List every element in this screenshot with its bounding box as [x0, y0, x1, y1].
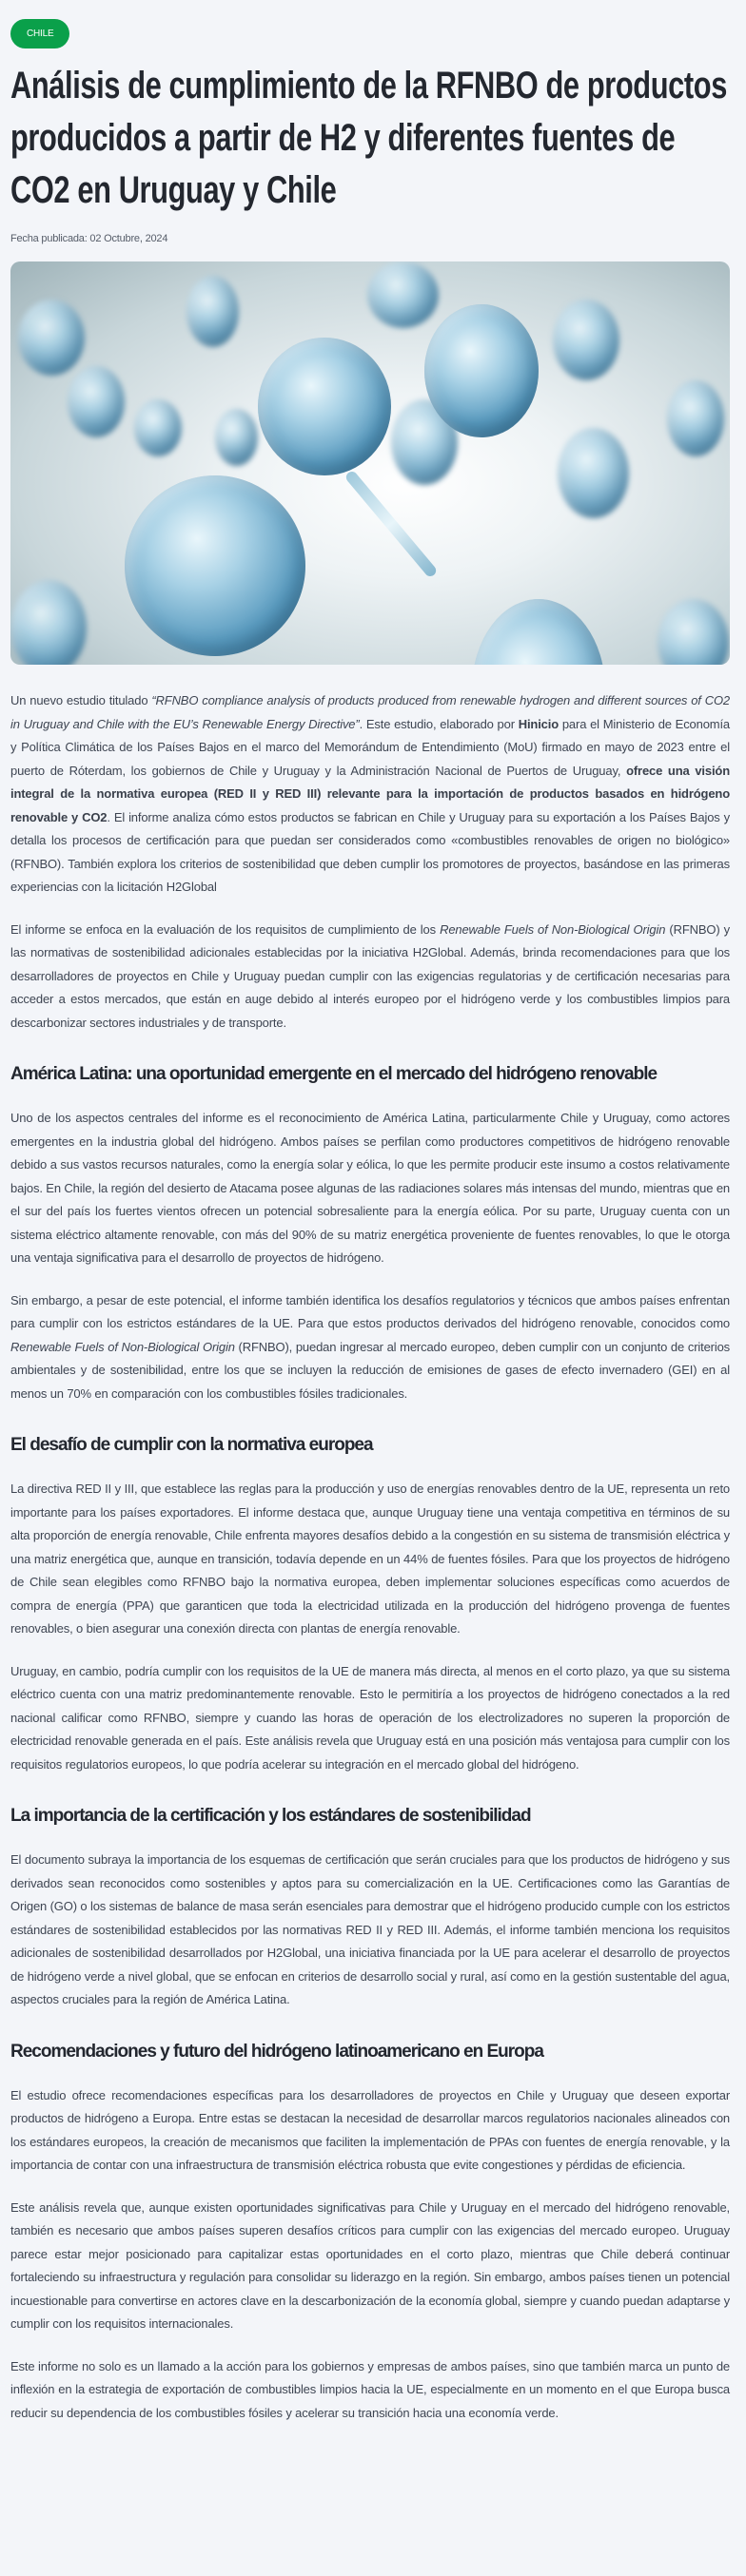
bubble — [10, 580, 87, 665]
bubble — [125, 475, 305, 656]
text-segment: La directiva RED II y III, que establece las reglas para la producción y uso de energías renovables dentro de la UE, representa un reto importante para los países exportadores. El informe destaca que, aunque Uruguay tiene una ventaja competitiva en términos de su alta proporción de energía renovable, Chile enfrenta mayores desafíos debido a la congestión en su sistema de transmisión eléctrica y una matriz energética que, aunque en transición, todavía depende en un 44% de fuentes fósiles. Para que los proyectos de hidrógeno de Chile sean elegibles como RFNBO bajo la normativa europea, deben implementar soluciones específicas como acuerdos de compra de energía (PPA) que garanticen que toda la electricidad utilizada en la producción del hidrógeno provenga de fuentes renovables, o bien asegurar una conexión directa con plantas de energía renovable. — [10, 1482, 730, 1636]
italic-text: Renewable Fuels of Non-Biological Origin — [440, 921, 666, 937]
section-heading — [10, 1063, 730, 1086]
bold-text: ofrece una visión integral de la normativa europea (RED II y RED III) relevante para la importación de productos basados en hidrógeno renovable y CO2 — [10, 763, 730, 824]
text-segment: . El informe analiza cómo estos productos se fabrican en Chile y Uruguay para su exportación a los Países Bajos y detalla los procesos de certificación para que puedan ser considerados como «combustibles renovables de origen no biológico» (RFNBO). También explora los criterios de sostenibilidad que deben cumplir los promotores de proyectos, basándose en las primeras experiencias con la licitación H2Global — [10, 809, 730, 894]
paragraph — [10, 689, 730, 900]
text-segment: El documento subraya la importancia de los esquemas de certificación que serán cruciales para que los productos de hidrógeno y sus derivados sean reconocidos como sostenibles y aptos para su comercialización en la UE. Certificaciones como las Garantías de Origen (GO) o los sistemas de balance de masa serán esenciales para demostrar que el hidrógeno producido cumple con los estrictos estándares de sostenibilidad establecidos por las normativas RED II y RED III. Además, el informe también menciona los requisitos adicionales de sostenibilidad desarrollados por H2Global, una iniciativa financiada por la UE para acelerar el desarrollo de proyectos de hidrógeno verde a nivel global, que se enfocan en criterios de desarrollo social y rural, así como en la gestión sustentable del agua, aspectos cruciales para la región de América Latina. — [10, 1852, 730, 2006]
paragraph — [10, 2197, 730, 2336]
text-segment: Recomendaciones y futuro del hidrógeno latinoamericano en Europa — [10, 2041, 543, 2062]
title-container — [10, 60, 730, 227]
paragraph — [10, 1289, 730, 1406]
section-heading — [10, 1805, 730, 1828]
bubble — [558, 428, 629, 518]
publish-date: Fecha publicada: 02 Octubre, 2024 — [10, 233, 168, 244]
text-segment: . Este estudio, elaborado por — [359, 716, 519, 731]
molecule-bond — [344, 470, 438, 579]
text-segment: El informe se enfoca en la evaluación de los requisitos de cumplimiento de los — [10, 921, 441, 937]
paragraph — [10, 2355, 730, 2426]
text-segment: (RFNBO) y las normativas de sostenibilidad adicionales establecidas por la iniciativa H2Global. Además, brinda recomendaciones para que los desarrolladores de proyectos en Chile y Uruguay puedan cumplir con las exigencias regulatorias y de certificación necesarias para acceder a estos mercados, que están en auge debido al interés europeo por el hidrógeno verde y los combustibles limpios para descarbonizar sectores industriales y de transporte. — [10, 921, 730, 1030]
paragraph — [10, 1849, 730, 2012]
text-segment: El desafío de cumplir con la normativa europea — [10, 1435, 373, 1455]
text-segment: (RFNBO), puedan ingresar al mercado europeo, deben cumplir con un conjunto de criterios ambientales y de sostenibilidad, entre los que se incluyen la reducción de emisiones de gases de efecto invernadero (GEI) en al menos un 70% en comparación con los combustibles fósiles tradicionales. — [10, 1339, 731, 1401]
section-heading — [10, 2041, 730, 2063]
text-segment: Este análisis revela que, aunque existen oportunidades significativas para Chile y Uruguay en el mercado del hidrógeno renovable, también es necesario que ambos países superen desafíos críticos para cumplir con las exigencias del mercado europeo. Uruguay parece estar mejor posicionado para capitalizar estas oportunidades en el corto plazo, mientras que Chile deberá continuar fortaleciendo su infraestructura y regulación para consolidar su liderazgo en la región. Sin embargo, ambos países tienen un potencial incuestionable para convertirse en actores clave en la descarbonización de la economía global, siempre y cuando puedan adaptarse y cumplir con los requisitos internacionales. — [10, 2199, 730, 2331]
text-segment: La importancia de la certificación y los estándares de sostenibilidad — [10, 1806, 531, 1826]
bubble — [553, 300, 619, 380]
bubble — [134, 399, 182, 456]
text-segment: Este informe no solo es un llamado a la acción para los gobiernos y empresas de ambos países, sino que también marca un punto de inflexión en la estrategia de exportación de combustibles limpios hacia la UE, especialmente en un momento en el que Europa busca reducir su dependencia de los combustibles fósiles y acelerar su transición hacia una economía verde. — [10, 2358, 730, 2420]
bubble — [424, 304, 539, 437]
text-segment: Uruguay, en cambio, podría cumplir con los requisitos de la UE de manera más directa, al menos en el corto plazo, ya que su sistema eléctrico cuenta con una matriz predominantemente renovable. Esto le permitiría a los proyectos de hidrógeno conectados a la red nacional calificar como RFNBO, siempre y cuando las horas de operación de los electrolizadores no superen la proporción de electricidad renovable generada en el país. Este análisis revela que Uruguay está en una posición más ventajosa para cumplir con los requisitos regulatorios europeos, lo que podría acelerar su integración en el mercado global del hidrógeno. — [10, 1663, 730, 1772]
text-segment: América Latina: una oportunidad emergente en el mercado del hidrógeno renovable — [10, 1064, 658, 1084]
bubble — [18, 300, 85, 376]
italic-text: “RFNBO compliance analysis of products produced from renewable hydrogen and different sources of CO2 in Uruguay and Chile with the EU’s Renewable Energy Directive” — [10, 693, 730, 731]
bubble — [215, 409, 258, 466]
paragraph — [10, 919, 730, 1036]
text-segment: Uno de los aspectos centrales del informe es el reconocimiento de América Latina, particularmente Chile y Uruguay, como actores emergentes en la industria global del hidrógeno. Ambos países se perfilan como productores competitivos de hidrógeno renovable debido a sus vastos recursos naturales, como la energía solar y eólica, lo que les permite producir este insumo a costos relativamente bajos. En Chile, la región del desierto de Atacama posee algunas de las radiaciones solares más intensas del mundo, mientras que en el sur del país los fuertes vientos ofrecen un potencial sobresaliente para la energía eólica. Por su parte, Uruguay cuenta con un sistema eléctrico altamente renovable, con más del 90% de su matriz energética proveniente de fuentes renovables, lo que le otorga una ventaja significativa para el desarrollo de proyectos de hidrógeno. — [10, 1111, 730, 1265]
category-badge[interactable]: CHILE — [10, 19, 69, 48]
paragraph — [10, 1478, 730, 1641]
page-title: Análisis de cumplimiento de la RFNBO de productos producidos a partir de H2 y diferentes fuentes de CO2 en Uruguay y Chile — [10, 65, 727, 211]
bubble — [186, 276, 239, 347]
bubble — [68, 366, 125, 437]
text-segment: Sin embargo, a pesar de este potencial, el informe también identifica los desafíos regulatorios y técnicos que ambos países enfrentan para cumplir con los estrictos estándares de la UE. Para que estos productos derivados del hidrógeno renovable, conocidos como — [10, 1292, 730, 1330]
bubble — [472, 599, 605, 665]
hero-image-hydrogen-molecules — [10, 261, 730, 665]
text-segment: El estudio ofrece recomendaciones específicas para los desarrolladores de proyectos en Chile y Uruguay que deseen exportar productos de hidrógeno a Europa. Entre estas se destacan la necesidad de desarrollar marcos regulatorios nacionales alineados con los estándares europeos, la creación de mecanismos que faciliten la implementación de PPAs con fuentes de energía renovable, y la importancia de contar con una infraestructura de transmisión eléctrica robusta que evite congestiones y pérdidas de eficiencia. — [10, 2087, 730, 2172]
bubble — [658, 599, 729, 665]
paragraph — [10, 1107, 730, 1270]
paragraph — [10, 1660, 730, 1777]
bubble — [258, 338, 391, 475]
paragraph — [10, 2084, 730, 2178]
bubble — [667, 380, 724, 456]
bold-text: Hinicio — [518, 716, 560, 731]
article-body — [10, 689, 730, 2425]
text-segment: para el Ministerio de Economía y Política Climática de los Países Bajos en el marco del Memorándum de Entendimiento (MoU) firmado en mayo de 2023 entre el puerto de Róterdam, los gobiernos de Chile y Uruguay y la Administración Nacional de Puertos de Uruguay, — [10, 716, 731, 778]
bubble — [367, 261, 439, 328]
italic-text: Renewable Fuels of Non-Biological Origin — [10, 1339, 235, 1354]
text-segment: Un nuevo estudio titulado — [10, 693, 152, 707]
section-heading — [10, 1434, 730, 1457]
